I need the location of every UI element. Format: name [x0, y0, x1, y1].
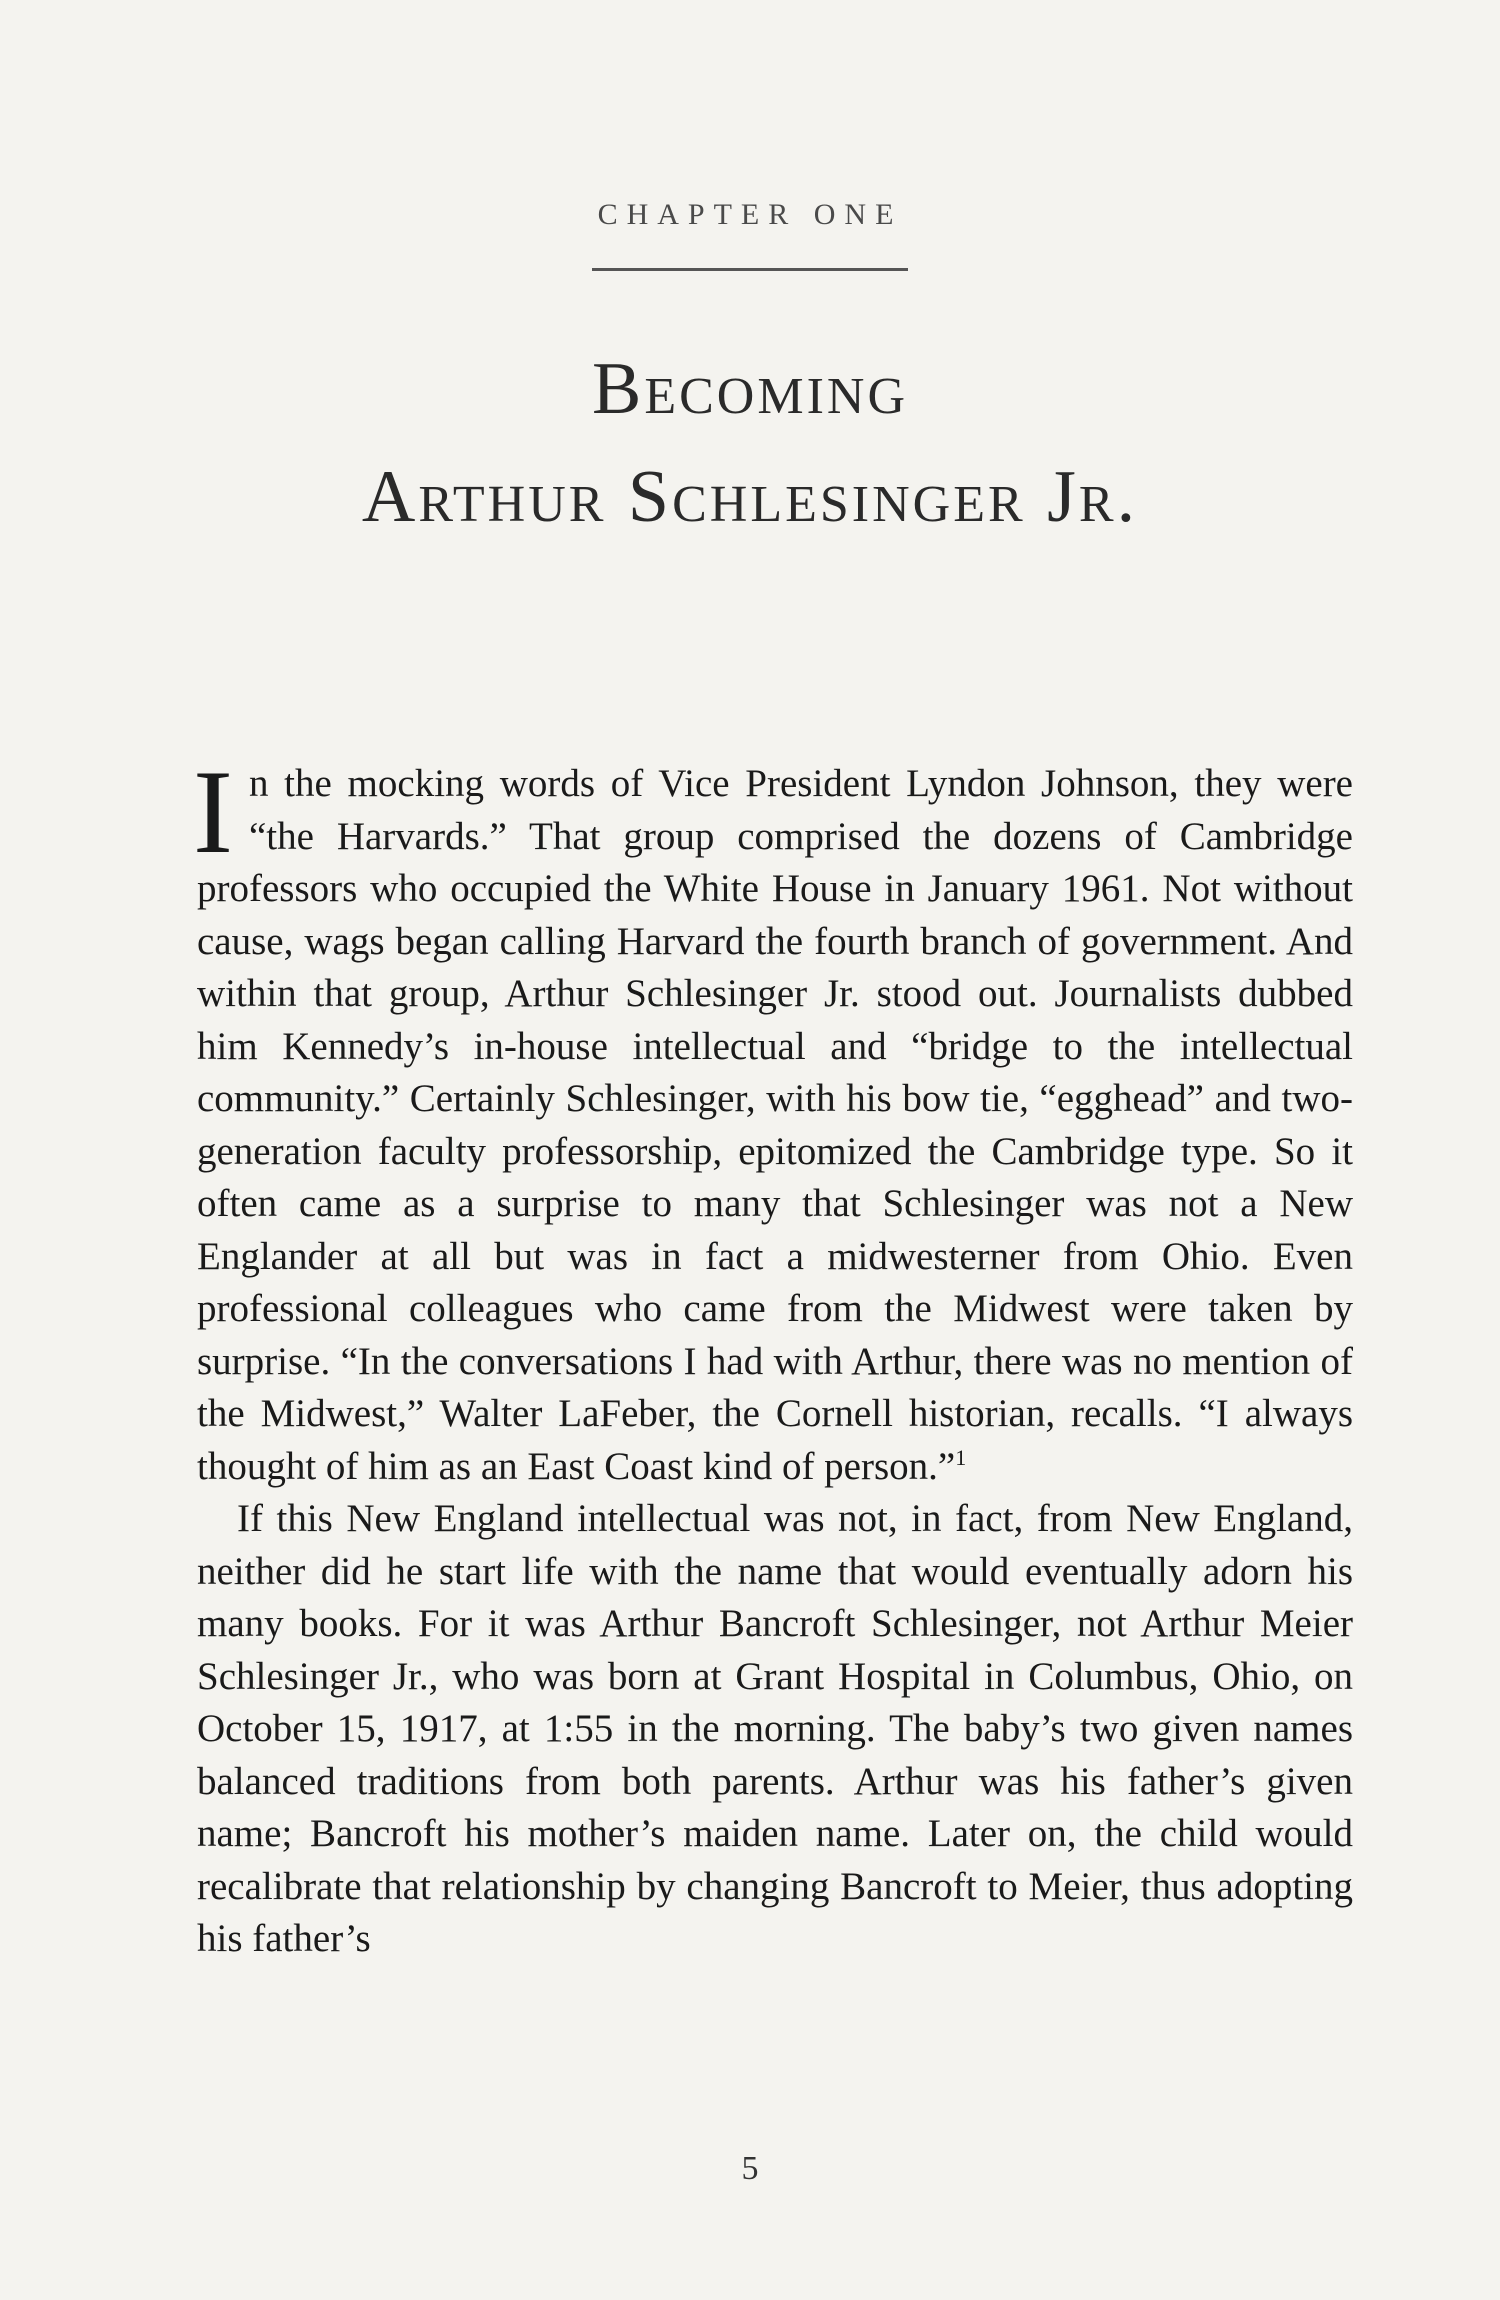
paragraph-1 — [193, 745, 1353, 1493]
chapter-label: CHAPTER ONE — [597, 198, 903, 231]
paragraph-2: If this New England intellectual was not, in fact, from New England, neither did he start life with the name that would eventually adorn his many books. For it was Arthur Bancroft Schlesinger, not Arthur Meier Schlesinger Jr., who was born at Grant Hospital in Columbus, Ohio, on October 15, 1917, at 1:55 in the morning. The baby’s two given names balanced traditions from both parents. Arthur was his father’s given name; Bancroft his mother’s maiden name. Later on, the child would recalibrate that relationship by changing Bancroft to Meier, thus adopting his father’s — [197, 1497, 1353, 1960]
chapter-title — [0, 335, 1500, 551]
page-number: 5 — [741, 2150, 759, 2187]
footnote-marker: 1 — [955, 1444, 967, 1470]
drop-cap: I — [193, 745, 233, 878]
chapter-title-line-1: Becoming — [591, 348, 908, 430]
body-text — [193, 745, 1353, 1966]
chapter-title-line-2: Arthur Schlesinger Jr. — [361, 456, 1139, 538]
chapter-divider — [592, 268, 908, 271]
paragraph-1-text: n the mocking words of Vice President Lyndon Johnson, they were “the Harvards.” That group comprised the dozens of Cambridge professors who occupied the White House in January 1961. Not without cause, wags began calling Harvard the fourth branch of government. And within that group, Arthur Schlesinger Jr. stood out. Journalists dubbed him Kennedy’s in-house intellectual and “bridge to the intellectual community.” Certainly Schlesinger, with his bow tie, “egghead” and two-generation faculty professorship, epitomized the Cambridge type. So it often came as a surprise to many that Schlesinger was not a New Englander at all but was in fact a midwesterner from Ohio. Even professional colleagues who came from the Midwest were taken by surprise. “In the conversations I had with Arthur, there was no mention of the Midwest,” Walter LaFeber, the Cornell historian, recalls. “I always thought of him as an East Coast kind of person.” — [197, 762, 1353, 1488]
